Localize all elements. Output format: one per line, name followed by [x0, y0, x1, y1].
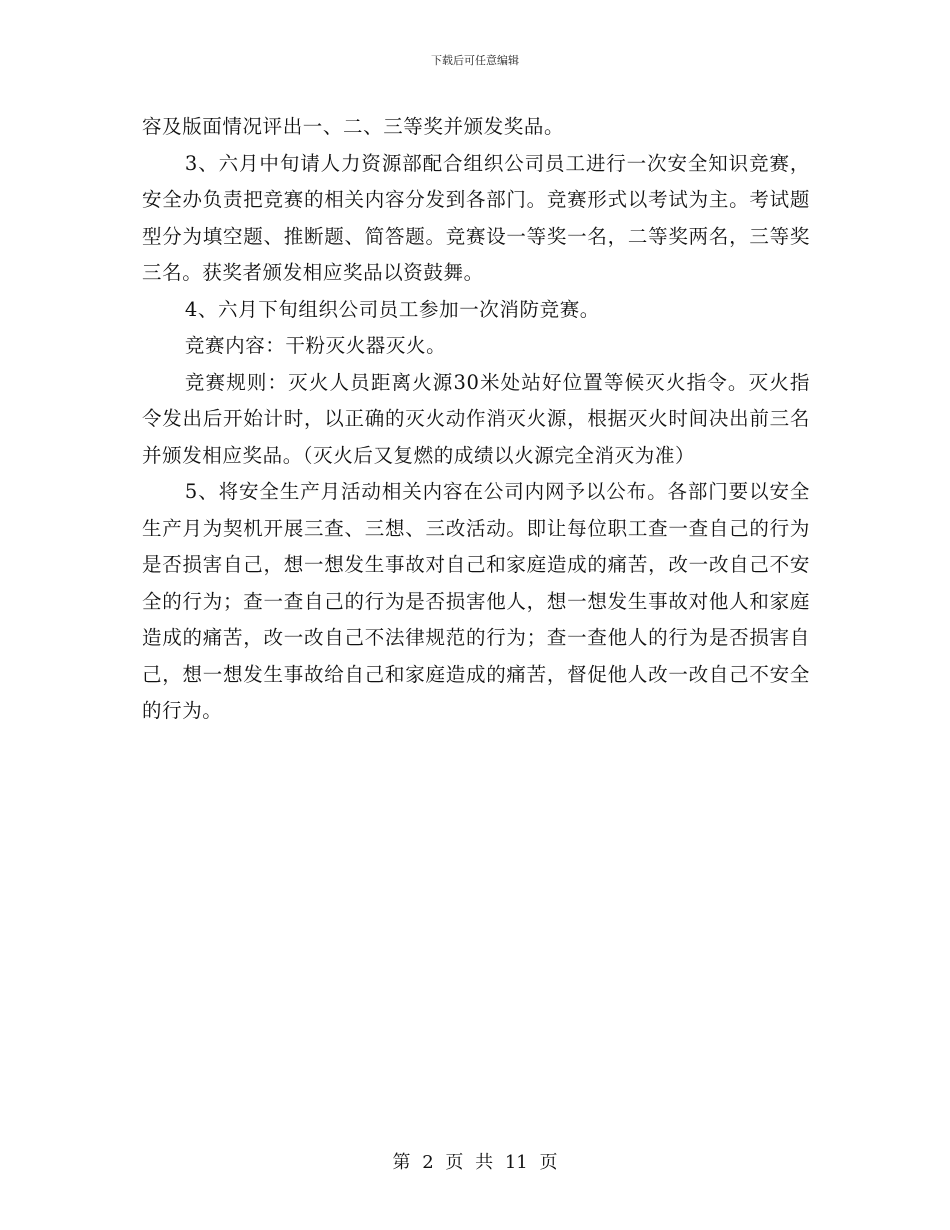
paragraph-item-5: 5、将安全生产月活动相关内容在公司内网予以公布。各部门要以安全生产月为契机开展三查、三想、三改活动。即让每位职工查一查自己的行为是否损害自己，想一想发生事故对自己和家庭造成的痛苦，改一改自己不安全的行为；查一查自己的行为是否损害他人，想一想发生事故对他人和家庭造成的痛苦，改一改自己不法律规范的行为；查一查他人的行为是否损害自己，想一想发生事故给自己和家庭造成的痛苦，督促他人改一改自己不安全的行为。	[142, 480, 810, 722]
paragraph-competition-rules: 竞赛规则：灭火人员距离火源30米处站好位置等候灭火指令。灭火指令发出后开始计时，以正确的灭火动作消灭火源，根据灭火时间决出前三名并颁发相应奖品。（灭火后又复燃的成绩以火源完全消灭为准）	[142, 370, 810, 467]
page-header: 下载后可任意编辑	[431, 54, 519, 67]
paragraph-continuation: 容及版面情况评出一、二、三等奖并颁发奖品。	[142, 115, 565, 138]
page-number-footer: 第 2 页 共 11 页	[392, 1152, 558, 1173]
paragraph-competition-content: 竞赛内容：干粉灭火器灭火。	[184, 334, 447, 357]
paragraph-item-3: 3、六月中旬请人力资源部配合组织公司员工进行一次安全知识竞赛，安全办负责把竞赛的相关内容分发到各部门。竞赛形式以考试为主。考试题型分为填空题、推断题、简答题。竞赛设一等奖一名，二等奖两名，三等奖三名。获奖者颁发相应奖品以资鼓舞。	[142, 151, 810, 284]
paragraph-item-4: 4、六月下旬组织公司员工参加一次消防竞赛。	[184, 297, 600, 321]
document-body	[142, 109, 810, 730]
